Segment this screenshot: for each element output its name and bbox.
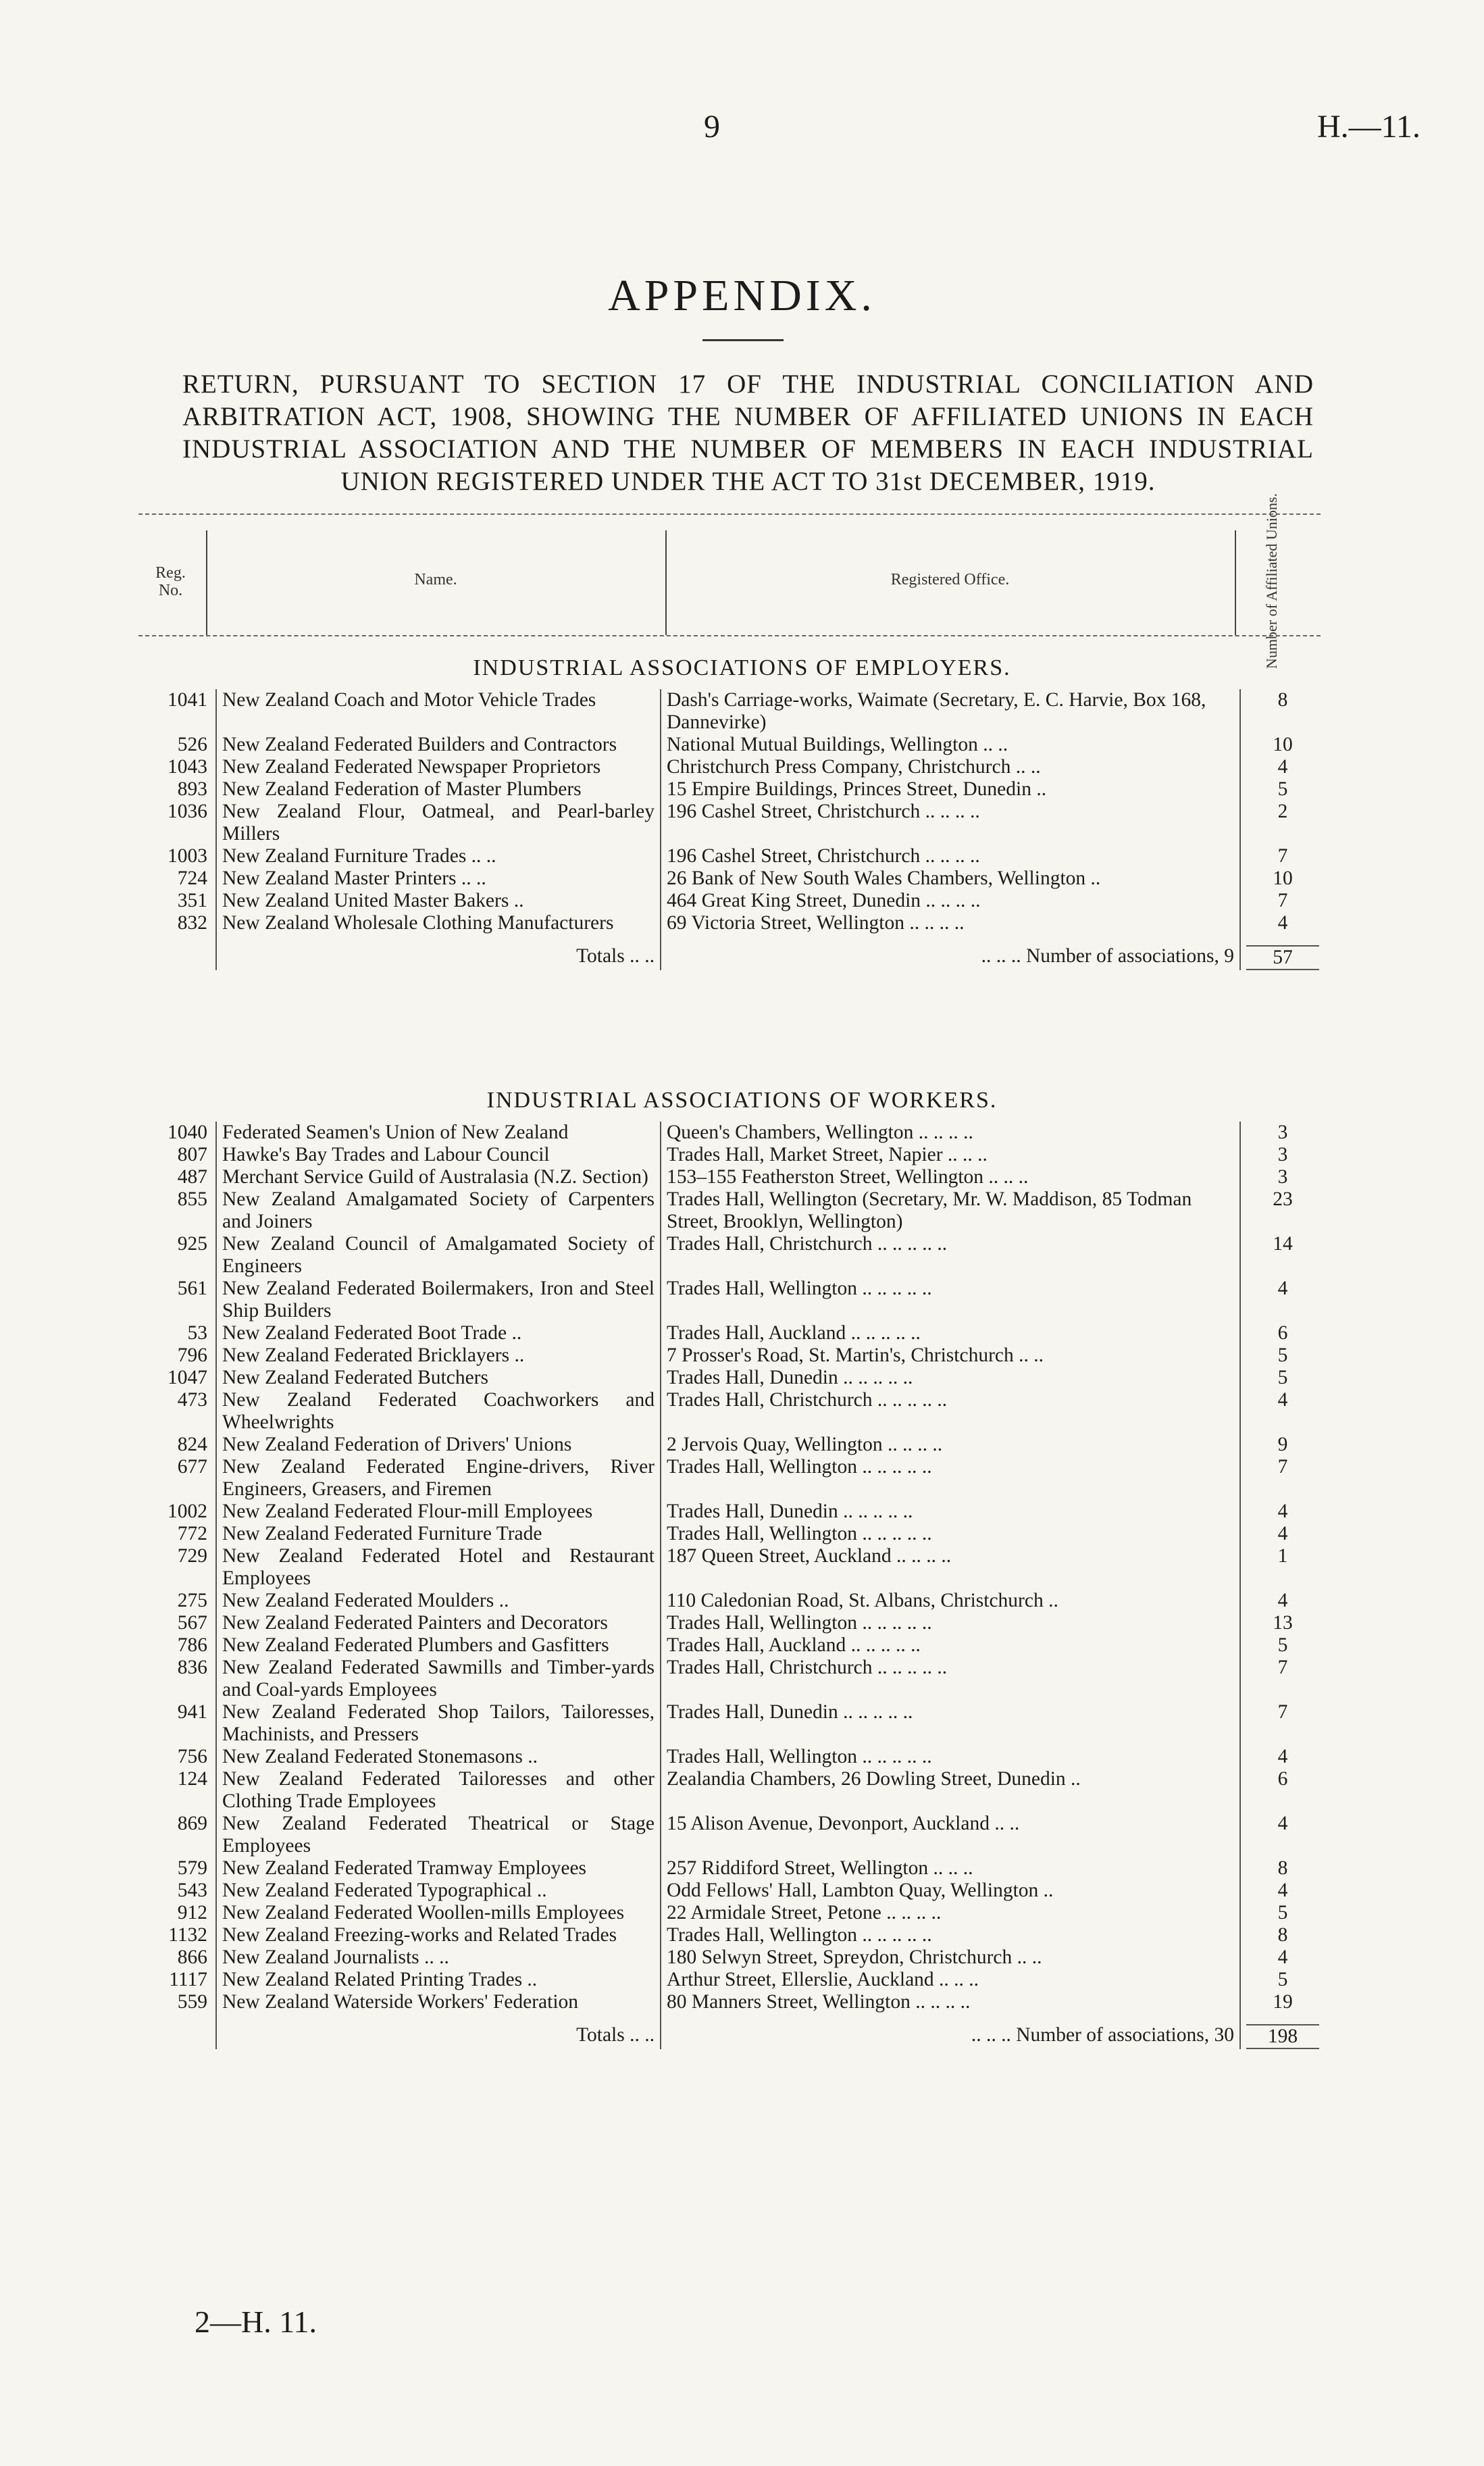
table-row <box>138 1545 1325 1590</box>
association-name: Federated Seamen's Union of New Zealand <box>216 1122 661 1144</box>
association-name: New Zealand Amalgamated Society of Carpenters and Joiners <box>216 1188 661 1233</box>
affiliated-unions-count: 5 <box>1240 1902 1325 1924</box>
association-name: New Zealand Federated Shop Tailors, Tailoresses, Machinists, and Pressers <box>216 1701 661 1746</box>
reg-number: 1117 <box>169 1969 207 1990</box>
association-name: New Zealand Federated Woollen-mills Employees <box>216 1902 661 1924</box>
reg-number: 53 <box>187 1322 207 1344</box>
registered-office: 26 Bank of New South Wales Chambers, Wellington .. <box>661 867 1240 890</box>
table-row <box>138 912 1325 934</box>
registered-office: Arthur Street, Ellerslie, Auckland .. .. .. <box>661 1969 1240 1991</box>
association-name: New Zealand Federated Plumbers and Gasfitters <box>216 1634 661 1657</box>
registered-office: 153–155 Featherston Street, Wellington .. .. .. <box>661 1166 1240 1188</box>
association-name: New Zealand Federated Theatrical or Stage Employees <box>216 1813 661 1857</box>
table-row <box>138 1880 1325 1902</box>
registered-office: Trades Hall, Christchurch .. .. .. .. .. <box>661 1233 1240 1278</box>
association-name: New Zealand Federated Hotel and Restaurant Employees <box>216 1545 661 1590</box>
affiliated-unions-count: 23 <box>1240 1188 1325 1233</box>
affiliated-unions-count: 8 <box>1240 1924 1325 1946</box>
association-name: New Zealand Federated Sawmills and Timber-yards and Coal-yards Employees <box>216 1657 661 1701</box>
association-name: New Zealand Council of Amalgamated Society of Engineers <box>216 1233 661 1278</box>
association-name: New Zealand Federated Flour-mill Employees <box>216 1501 661 1523</box>
registered-office: 196 Cashel Street, Christchurch .. .. .. .. <box>661 801 1240 845</box>
affiliated-unions-count: 4 <box>1240 1946 1325 1969</box>
association-name: New Zealand Master Printers .. .. <box>216 867 661 890</box>
association-name: New Zealand Federated Newspaper Proprietors <box>216 756 661 778</box>
header-name: Name. <box>414 571 457 588</box>
totals-spacer <box>138 934 216 970</box>
page-number: 9 <box>704 109 720 145</box>
footer-reference: 2—H. 11. <box>195 2305 317 2339</box>
registered-office: Trades Hall, Christchurch .. .. .. .. .. <box>661 1389 1240 1434</box>
employers-table <box>138 689 1325 970</box>
affiliated-unions-count: 10 <box>1240 734 1325 756</box>
table-row <box>138 1501 1325 1523</box>
reg-number: 559 <box>177 1991 207 2013</box>
affiliated-unions-count: 7 <box>1240 845 1325 867</box>
return-description: RETURN, PURSUANT TO SECTION 17 OF THE INDUSTRIAL CONCILIATION AND ARBITRATION ACT, 1908, SHOWING THE NUMBER OF AFFILIATED UNIONS IN EACH INDUSTRIAL ASSOCIATION AND THE NUMBER OF MEMBERS IN EACH INDUSTRIAL UNION REGISTERED UNDER THE ACT TO 31st DECEMBER, 1919. <box>182 370 1314 496</box>
affiliated-unions-count: 4 <box>1240 756 1325 778</box>
association-name: New Zealand Coach and Motor Vehicle Trades <box>216 689 661 734</box>
association-name: New Zealand Federated Moulders .. <box>216 1590 661 1612</box>
registered-office: 80 Manners Street, Wellington .. .. .. .. <box>661 1991 1240 2013</box>
table-row <box>138 1902 1325 1924</box>
table-row <box>138 1456 1325 1501</box>
totals-value: 57 <box>1246 945 1319 970</box>
affiliated-unions-count: 4 <box>1240 1501 1325 1523</box>
affiliated-unions-count: 6 <box>1240 1322 1325 1344</box>
table-row <box>138 734 1325 756</box>
table-row <box>138 1389 1325 1434</box>
table-row <box>138 1590 1325 1612</box>
totals-value: 198 <box>1246 2024 1319 2049</box>
association-name: New Zealand Flour, Oatmeal, and Pearl-barley Millers <box>216 801 661 845</box>
totals-row <box>138 2013 1325 2049</box>
registered-office: Trades Hall, Market Street, Napier .. .. .. <box>661 1144 1240 1166</box>
table-row <box>138 801 1325 845</box>
affiliated-unions-count: 3 <box>1240 1166 1325 1188</box>
affiliated-unions-count: 4 <box>1240 1389 1325 1434</box>
affiliated-unions-count: 4 <box>1240 912 1325 934</box>
reg-number: 941 <box>177 1701 207 1723</box>
association-name: Merchant Service Guild of Australasia (N.Z. Section) <box>216 1166 661 1188</box>
association-name: New Zealand Freezing-works and Related Trades <box>216 1924 661 1946</box>
table-row <box>138 1924 1325 1946</box>
table-row <box>138 1322 1325 1344</box>
table-row <box>138 1969 1325 1991</box>
reg-number: 807 <box>177 1144 207 1165</box>
header-top-rule <box>138 513 1321 515</box>
table-row <box>138 1612 1325 1634</box>
registered-office: Zealandia Chambers, 26 Dowling Street, Dunedin .. <box>661 1768 1240 1813</box>
title-rule <box>702 339 784 341</box>
header-bottom-rule <box>138 635 1321 636</box>
affiliated-unions-count: 3 <box>1240 1144 1325 1166</box>
table-row <box>138 845 1325 867</box>
table-row <box>138 1991 1325 2013</box>
registered-office: Trades Hall, Dunedin .. .. .. .. .. <box>661 1367 1240 1389</box>
registered-office: 15 Empire Buildings, Princes Street, Dunedin .. <box>661 778 1240 801</box>
reg-number: 1132 <box>168 1924 207 1946</box>
reg-number: 912 <box>177 1902 207 1923</box>
association-name: New Zealand Federated Typographical .. <box>216 1880 661 1902</box>
totals-value-cell <box>1240 934 1325 970</box>
registered-office: 15 Alison Avenue, Devonport, Auckland .. .. <box>661 1813 1240 1857</box>
table-row <box>138 1233 1325 1278</box>
document-reference: H.—11. <box>1317 109 1421 145</box>
table-row <box>138 1344 1325 1367</box>
table-row <box>138 867 1325 890</box>
association-name: New Zealand Federated Coachworkers and Wheelwrights <box>216 1389 661 1434</box>
affiliated-unions-count: 4 <box>1240 1278 1325 1322</box>
reg-number: 561 <box>177 1278 207 1299</box>
registered-office: 464 Great King Street, Dunedin .. .. .. .. <box>661 890 1240 912</box>
table-row <box>138 1144 1325 1166</box>
reg-number: 772 <box>177 1523 207 1544</box>
workers-heading: INDUSTRIAL ASSOCIATIONS OF WORKERS. <box>486 1088 998 1113</box>
association-name: New Zealand Federated Furniture Trade <box>216 1523 661 1545</box>
affiliated-unions-count: 5 <box>1240 1367 1325 1389</box>
registered-office: 2 Jervois Quay, Wellington .. .. .. .. <box>661 1434 1240 1456</box>
association-name: New Zealand Federated Engine-drivers, River Engineers, Greasers, and Firemen <box>216 1456 661 1501</box>
totals-value-cell <box>1240 2013 1325 2049</box>
affiliated-unions-count: 13 <box>1240 1612 1325 1634</box>
totals-row <box>138 934 1325 970</box>
table-row <box>138 1278 1325 1322</box>
reg-number: 567 <box>177 1612 207 1634</box>
affiliated-unions-count: 4 <box>1240 1523 1325 1545</box>
reg-number: 836 <box>177 1657 207 1678</box>
affiliated-unions-count: 19 <box>1240 1991 1325 2013</box>
reg-number: 473 <box>177 1389 207 1411</box>
association-name: New Zealand Federated Stonemasons .. <box>216 1746 661 1768</box>
registered-office: Trades Hall, Wellington .. .. .. .. .. <box>661 1746 1240 1768</box>
registered-office: Queen's Chambers, Wellington .. .. .. .. <box>661 1122 1240 1144</box>
employers-heading: INDUSTRIAL ASSOCIATIONS OF EMPLOYERS. <box>473 655 1011 680</box>
affiliated-unions-count: 7 <box>1240 890 1325 912</box>
totals-spacer <box>138 2013 216 2049</box>
table-row <box>138 890 1325 912</box>
table-row <box>138 1122 1325 1144</box>
affiliated-unions-count: 10 <box>1240 867 1325 890</box>
table-row <box>138 1523 1325 1545</box>
registered-office: Trades Hall, Wellington (Secretary, Mr. W. Maddison, 85 Todman Street, Brooklyn, Wellington) <box>661 1188 1240 1233</box>
reg-number: 1040 <box>168 1122 207 1143</box>
reg-number: 1036 <box>168 801 207 822</box>
registered-office: Trades Hall, Wellington .. .. .. .. .. <box>661 1456 1240 1501</box>
totals-association-count: .. .. .. Number of associations, 30 <box>661 2013 1240 2049</box>
registered-office: Trades Hall, Christchurch .. .. .. .. .. <box>661 1657 1240 1701</box>
header-reg-no: Reg. No. <box>155 564 186 599</box>
table-row <box>138 778 1325 801</box>
association-name: New Zealand Federation of Drivers' Unions <box>216 1434 661 1456</box>
association-name: New Zealand Federated Tailoresses and other Clothing Trade Employees <box>216 1768 661 1813</box>
reg-number: 796 <box>177 1344 207 1366</box>
reg-number: 487 <box>177 1166 207 1188</box>
affiliated-unions-count: 5 <box>1240 1344 1325 1367</box>
registered-office: Trades Hall, Wellington .. .. .. .. .. <box>661 1278 1240 1322</box>
affiliated-unions-count: 7 <box>1240 1657 1325 1701</box>
affiliated-unions-count: 9 <box>1240 1434 1325 1456</box>
registered-office: Trades Hall, Dunedin .. .. .. .. .. <box>661 1501 1240 1523</box>
association-name: New Zealand Journalists .. .. <box>216 1946 661 1969</box>
affiliated-unions-count: 5 <box>1240 1634 1325 1657</box>
table-row <box>138 1657 1325 1701</box>
registered-office: Dash's Carriage-works, Waimate (Secretary, E. C. Harvie, Box 168, Dannevirke) <box>661 689 1240 734</box>
page-title: APPENDIX. <box>608 271 876 320</box>
totals-label: Totals .. .. <box>216 934 661 970</box>
affiliated-unions-count: 8 <box>1240 689 1325 734</box>
registered-office: 22 Armidale Street, Petone .. .. .. .. <box>661 1902 1240 1924</box>
reg-number: 786 <box>177 1634 207 1656</box>
registered-office: 7 Prosser's Road, St. Martin's, Christchurch .. .. <box>661 1344 1240 1367</box>
totals-association-count: .. .. .. Number of associations, 9 <box>661 934 1240 970</box>
registered-office: National Mutual Buildings, Wellington .. .. <box>661 734 1240 756</box>
affiliated-unions-count: 4 <box>1240 1746 1325 1768</box>
header-affiliated-unions-label: Number of Affiliated Unions. <box>1263 493 1280 669</box>
affiliated-unions-count: 14 <box>1240 1233 1325 1278</box>
header-registered-office: Registered Office. <box>890 571 1010 588</box>
association-name: New Zealand Federated Boot Trade .. <box>216 1322 661 1344</box>
reg-number: 756 <box>177 1746 207 1767</box>
reg-number: 832 <box>177 912 207 934</box>
association-name: New Zealand Federated Tramway Employees <box>216 1857 661 1880</box>
association-name: New Zealand Federated Painters and Decorators <box>216 1612 661 1634</box>
association-name: New Zealand Wholesale Clothing Manufacturers <box>216 912 661 934</box>
affiliated-unions-count: 5 <box>1240 1969 1325 1991</box>
header-affiliated-unions <box>1235 493 1309 669</box>
table-row <box>138 756 1325 778</box>
association-name: New Zealand Furniture Trades .. .. <box>216 845 661 867</box>
table-row <box>138 1367 1325 1389</box>
table-row <box>138 1813 1325 1857</box>
reg-number: 579 <box>177 1857 207 1879</box>
reg-number: 855 <box>177 1188 207 1210</box>
association-name: New Zealand Federated Butchers <box>216 1367 661 1389</box>
reg-number: 526 <box>177 734 207 755</box>
registered-office: 257 Riddiford Street, Wellington .. .. .. <box>661 1857 1240 1880</box>
registered-office: Trades Hall, Wellington .. .. .. .. .. <box>661 1612 1240 1634</box>
reg-number: 1003 <box>168 845 207 867</box>
association-name: New Zealand Federated Bricklayers .. <box>216 1344 661 1367</box>
registered-office: Trades Hall, Wellington .. .. .. .. .. <box>661 1523 1240 1545</box>
association-name: New Zealand United Master Bakers .. <box>216 890 661 912</box>
table-row <box>138 1634 1325 1657</box>
registered-office: Trades Hall, Auckland .. .. .. .. .. <box>661 1322 1240 1344</box>
table-row <box>138 1746 1325 1768</box>
reg-number: 1047 <box>168 1367 207 1388</box>
registered-office: Trades Hall, Wellington .. .. .. .. .. <box>661 1924 1240 1946</box>
table-row <box>138 1166 1325 1188</box>
affiliated-unions-count: 3 <box>1240 1122 1325 1144</box>
affiliated-unions-count: 8 <box>1240 1857 1325 1880</box>
totals-label: Totals .. .. <box>216 2013 661 2049</box>
association-name: New Zealand Federation of Master Plumbers <box>216 778 661 801</box>
workers-table <box>138 1122 1325 2049</box>
association-name: New Zealand Federated Builders and Contractors <box>216 734 661 756</box>
reg-number: 351 <box>177 890 207 911</box>
table-row <box>138 1434 1325 1456</box>
registered-office: 69 Victoria Street, Wellington .. .. .. .. <box>661 912 1240 934</box>
reg-number: 893 <box>177 778 207 800</box>
affiliated-unions-count: 4 <box>1240 1590 1325 1612</box>
affiliated-unions-count: 4 <box>1240 1880 1325 1902</box>
registered-office: Christchurch Press Company, Christchurch .. .. <box>661 756 1240 778</box>
reg-number: 275 <box>177 1590 207 1611</box>
reg-number: 1043 <box>168 756 207 778</box>
affiliated-unions-count: 6 <box>1240 1768 1325 1813</box>
table-row <box>138 1946 1325 1969</box>
registered-office: Trades Hall, Auckland .. .. .. .. .. <box>661 1634 1240 1657</box>
association-name: New Zealand Waterside Workers' Federation <box>216 1991 661 2013</box>
reg-number: 543 <box>177 1880 207 1901</box>
association-name: Hawke's Bay Trades and Labour Council <box>216 1144 661 1166</box>
table-row <box>138 1768 1325 1813</box>
table-row <box>138 1701 1325 1746</box>
reg-number: 729 <box>177 1545 207 1567</box>
reg-number: 869 <box>177 1813 207 1834</box>
table-row <box>138 1857 1325 1880</box>
affiliated-unions-count: 4 <box>1240 1813 1325 1857</box>
affiliated-unions-count: 1 <box>1240 1545 1325 1590</box>
reg-number: 1002 <box>168 1501 207 1522</box>
registered-office: 196 Cashel Street, Christchurch .. .. .. .. <box>661 845 1240 867</box>
reg-number: 124 <box>177 1768 207 1790</box>
reg-number: 866 <box>177 1946 207 1968</box>
affiliated-unions-count: 2 <box>1240 801 1325 845</box>
affiliated-unions-count: 5 <box>1240 778 1325 801</box>
association-name: New Zealand Related Printing Trades .. <box>216 1969 661 1991</box>
registered-office: 110 Caledonian Road, St. Albans, Christchurch .. <box>661 1590 1240 1612</box>
registered-office: 180 Selwyn Street, Spreydon, Christchurch .. .. <box>661 1946 1240 1969</box>
reg-number: 677 <box>177 1456 207 1478</box>
table-row <box>138 1188 1325 1233</box>
registered-office: Trades Hall, Dunedin .. .. .. .. .. <box>661 1701 1240 1746</box>
affiliated-unions-count: 7 <box>1240 1456 1325 1501</box>
registered-office: Odd Fellows' Hall, Lambton Quay, Wellington .. <box>661 1880 1240 1902</box>
reg-number: 724 <box>177 867 207 889</box>
registered-office: 187 Queen Street, Auckland .. .. .. .. <box>661 1545 1240 1590</box>
affiliated-unions-count: 7 <box>1240 1701 1325 1746</box>
reg-number: 824 <box>177 1434 207 1455</box>
association-name: New Zealand Federated Boilermakers, Iron and Steel Ship Builders <box>216 1278 661 1322</box>
reg-number: 925 <box>177 1233 207 1255</box>
table-row <box>138 689 1325 734</box>
reg-number: 1041 <box>168 689 207 711</box>
